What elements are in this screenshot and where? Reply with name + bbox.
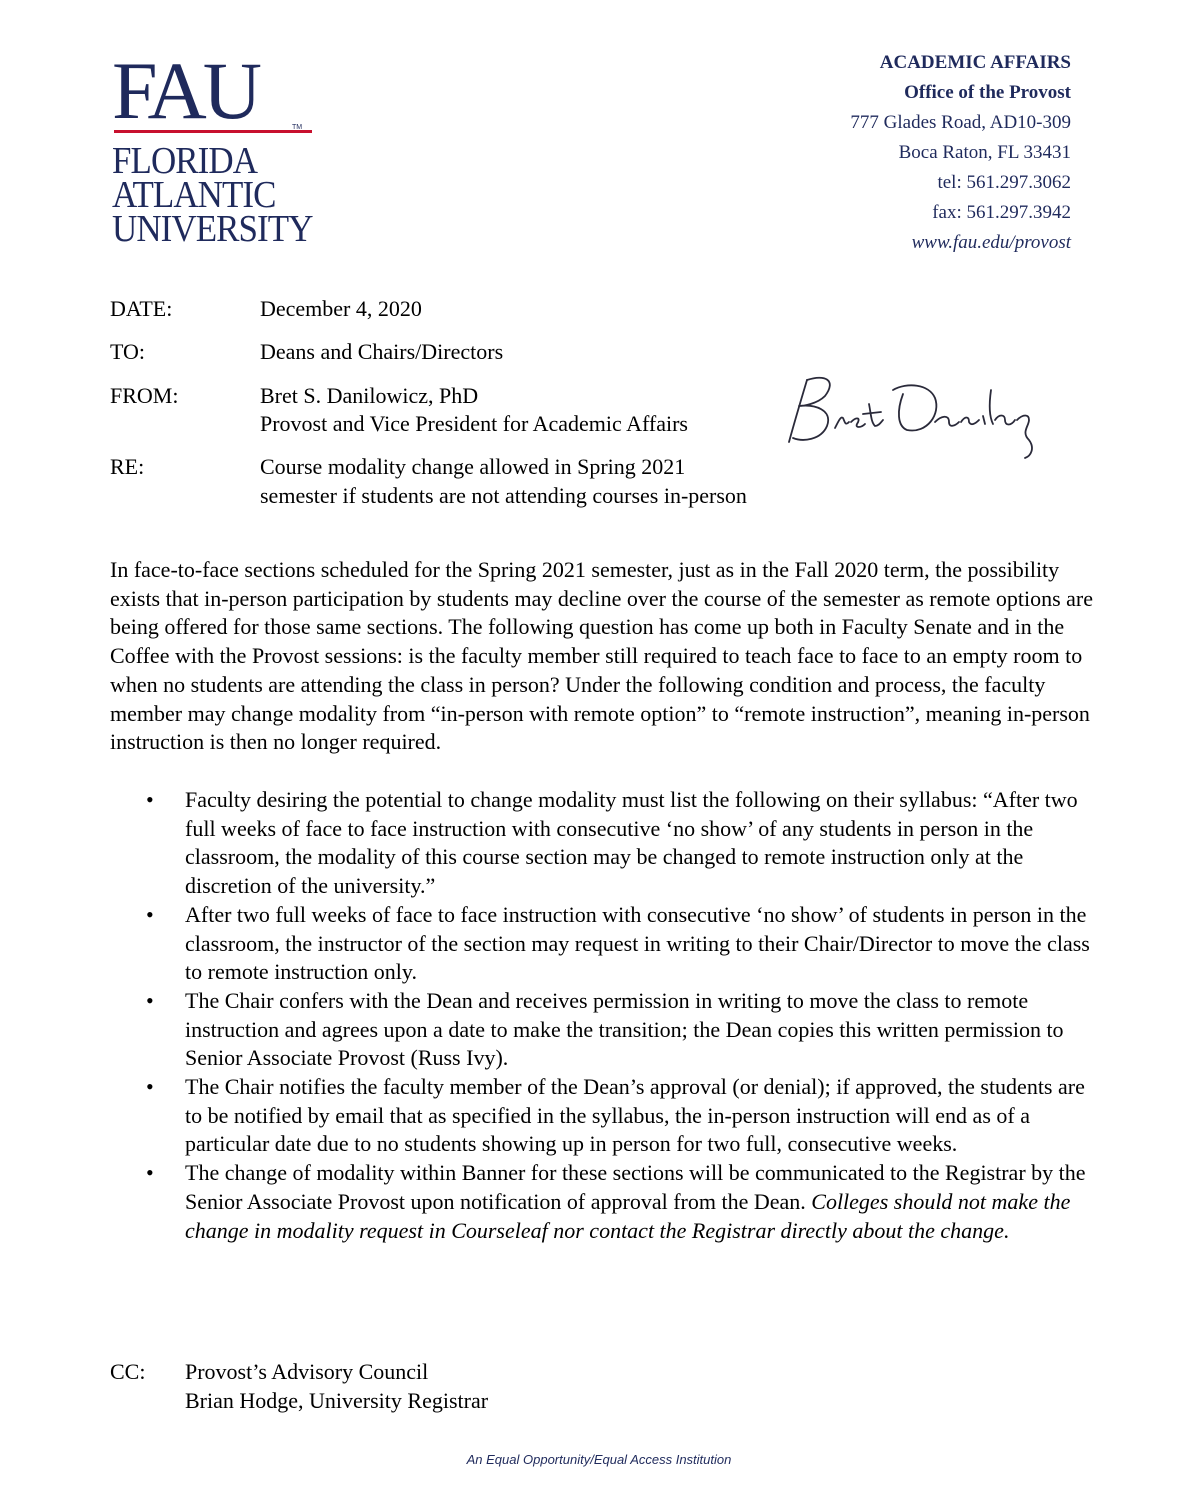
bullet-glyph: • [146, 1160, 154, 1186]
office-name: Office of the Provost [904, 82, 1071, 103]
footer-tagline: An Equal Opportunity/Equal Access Institution [466, 1452, 732, 1467]
procedure-list [110, 786, 1100, 1245]
logo-line-florida: FLORIDA [112, 140, 258, 182]
bullet-glyph: • [146, 987, 154, 1013]
from-name: Bret S. Danilowicz, PhD [260, 383, 479, 408]
address-line-1: 777 Glades Road, AD10-309 [850, 112, 1071, 133]
signature-text: Bret Danilowicz [785, 468, 792, 469]
list-item-text: The change of modality within Banner for these sections will be communicated to the Registrar by the Senior Associate Provost upon notification of approval from the Dean. [185, 1160, 1086, 1214]
fau-logo [112, 52, 317, 250]
list-item [110, 786, 1100, 901]
department-name: ACADEMIC AFFAIRS [879, 52, 1071, 73]
list-item-text: After two full weeks of face to face instruction with consecutive ‘no show’ of students in person in the classroom, the instructor of the section may request in writing to their Chair/Director to move the class to remote instruction only. [185, 901, 1090, 985]
date-label: DATE: [110, 296, 173, 321]
to-value: Deans and Chairs/Directors [260, 339, 504, 364]
from-label: FROM: [110, 383, 179, 408]
website-link[interactable]: www.fau.edu/provost [911, 232, 1071, 253]
list-item [110, 1159, 1100, 1245]
bullet-glyph: • [146, 1074, 154, 1100]
date-value: December 4, 2020 [260, 296, 422, 321]
re-label: RE: [110, 454, 145, 479]
list-item-text: Faculty desiring the potential to change modality must list the following on their syllabus: “After two full weeks of face to face instruction with consecutive ‘no show’ of any students in person in the classroom, the modality of this course section may be changed to remote instruction only at the discretion of the university.” [185, 787, 1078, 899]
address-line-2: Boca Raton, FL 33431 [898, 142, 1071, 163]
list-item [110, 987, 1100, 1073]
list-item-text: The Chair confers with the Dean and receives permission in writing to move the class to remote instruction and agrees upon a date to make the transition; the Dean copies this written permission to Senior Associate Provost (Russ Ivy). [185, 987, 1064, 1071]
list-item-text: The Chair notifies the faculty member of the Dean’s approval (or denial); if approved, the students are to be notified by email that as specified in the syllabus, the in-person instruction will end as of a particular date due to no students showing up in person for two full, consecutive weeks. [185, 1074, 1085, 1157]
from-title: Provost and Vice President for Academic Affairs [260, 411, 688, 436]
list-item-emphasis: Colleges should not make the change in modality request in Courseleaf nor contact the Registrar directly about the change. [185, 1188, 1071, 1243]
trademark-mark: TM [292, 124, 303, 131]
cc-recipient-2: Brian Hodge, University Registrar [185, 1388, 489, 1413]
list-item [110, 1073, 1100, 1159]
letterhead-contact [850, 48, 1071, 258]
cc-label: CC: [110, 1359, 146, 1384]
list-item [110, 901, 1100, 987]
logo-red-rule [114, 130, 312, 133]
fau-logo-mark [112, 52, 312, 124]
bullet-glyph: • [146, 901, 154, 927]
cc-recipient-1: Provost’s Advisory Council [185, 1359, 429, 1384]
bullet-glyph: • [146, 787, 154, 812]
re-line-1: Course modality change allowed in Spring 2021 [260, 454, 686, 479]
fax: fax: 561.297.3942 [932, 202, 1071, 223]
logo-line-atlantic: ATLANTIC [112, 174, 276, 216]
fau-logo-text: FAU [112, 52, 258, 124]
logo-line-university: UNIVERSITY [112, 208, 313, 250]
telephone: tel: 561.297.3062 [937, 172, 1071, 193]
signature-image [785, 370, 1055, 470]
to-label: TO: [110, 339, 146, 364]
re-line-2: semester if students are not attending courses in-person [260, 483, 747, 508]
intro-paragraph: In face-to-face sections scheduled for the Spring 2021 semester, just as in the Fall 2020 term, the possibility exists that in-person participation by students may decline over the course of the semester as remote options are being offered for those same sections. The following question has come up both in Faculty Senate and in the Coffee with the Provost sessions: is the faculty member still required to teach face to face to an empty room to when no students are attending the class in person? Under the following condition and process, the faculty member may change modality from “in-person with remote option” to “remote instruction”, meaning in-person instruction is then no longer required. [110, 557, 1093, 755]
